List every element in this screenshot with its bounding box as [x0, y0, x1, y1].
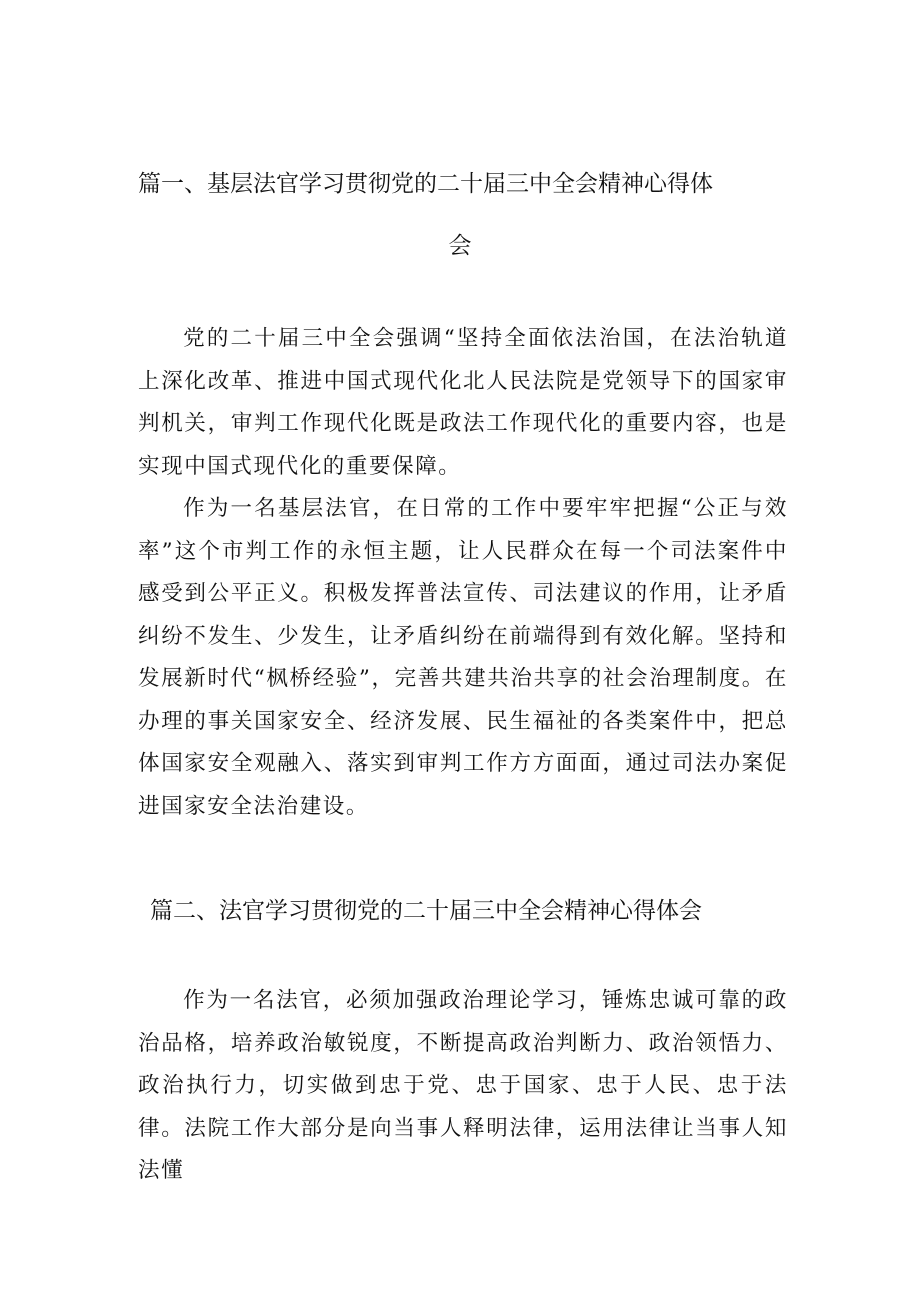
section-1-title-continuation: 会 — [448, 233, 472, 259]
section-1-title: 篇一、基层法官学习贯彻党的二十届三中全会精神心得体 — [138, 171, 713, 197]
section-1-paragraph-2: 作为一名基层法官，在日常的工作中要牢牢把握“公正与效率”这个市判工作的永恒主题，让人民群众在每一个司法案件中感受到公平正义。积极发挥普法宣传、司法建议的作用，让矛盾纠纷不发生、少发生，让矛盾纠纷在前端得到有效化解。坚持和发展新时代“枫桥经验”，完善共建共治共享的社会治理制度。在办理的事关国家安全、经济发展、民生福祉的各类案件中，把总体国家安全观融入、落实到审判工作方方面面，通过司法办案促进国家安全法治建设。 — [138, 496, 788, 819]
section-2-paragraph-1: 作为一名法官，必须加强政治理论学习，锤炼忠诚可靠的政治品格，培养政治敏锐度，不断提高政治判断力、政治领悟力、政治执行力，切实做到忠于党、忠于国家、忠于人民、忠于法律。法院工作大部分是向当事人释明法律，运用法律让当事人知法懂 — [138, 988, 788, 1183]
section-2-title: 篇二、法官学习贯彻党的二十届三中全会精神心得体会 — [150, 898, 702, 924]
section-1-paragraph-1: 党的二十届三中全会强调“坚持全面依法治国，在法治轨道上深化改革、推进中国式现代化北人民法院是党领导下的国家审判机关，审判工作现代化既是政法工作现代化的重要内容，也是实现中国式现代化的重要保障。 — [138, 326, 788, 479]
